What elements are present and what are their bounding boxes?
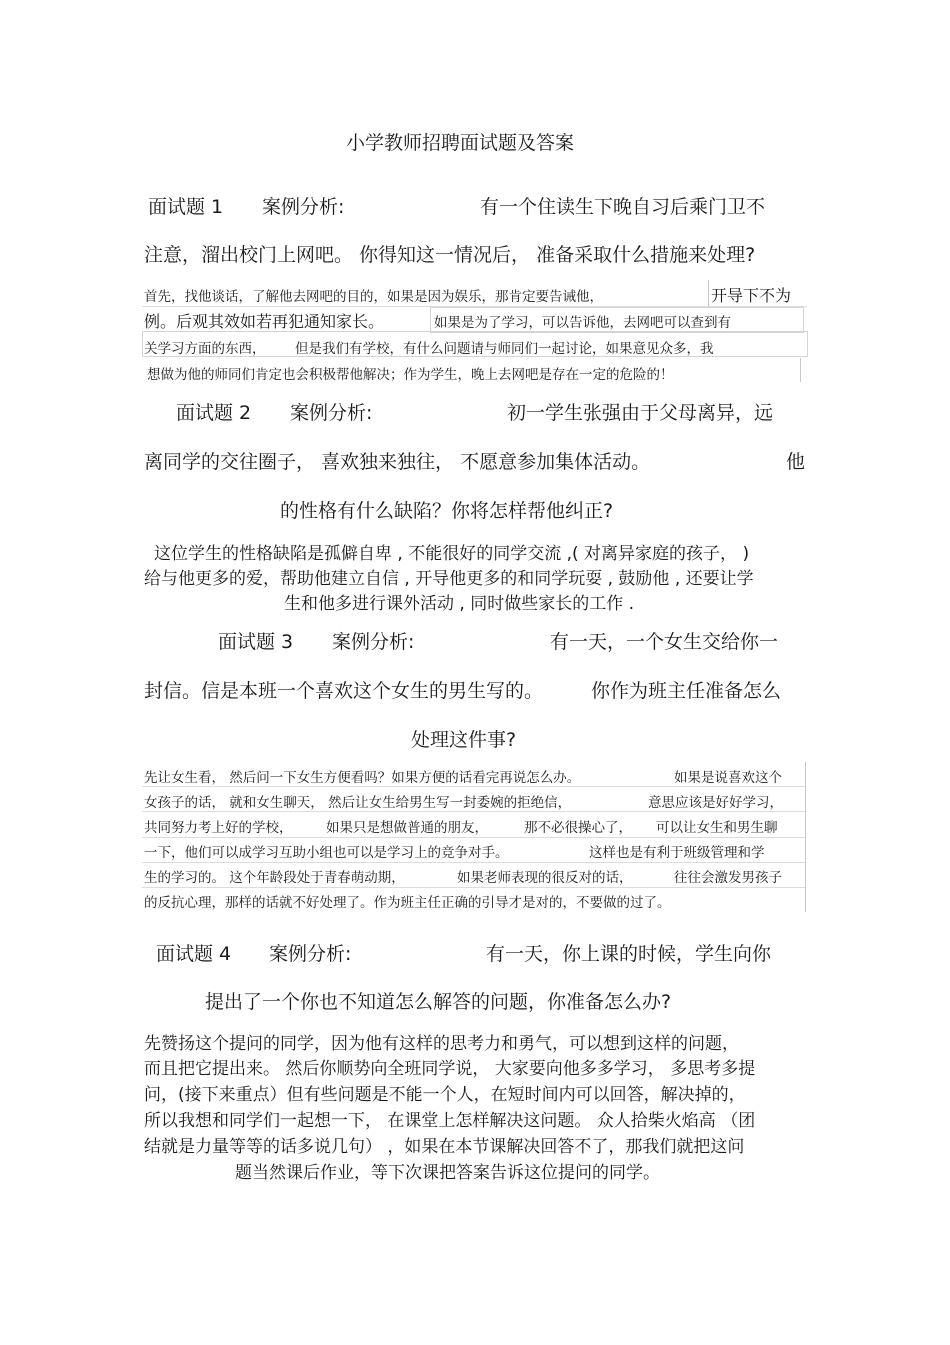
a3-line: 的反抗心理，那样的话就不好处理了。作为班主任正确的引导才是对的，不要做的过了。 — [144, 895, 671, 911]
a3-line: 如果老师表现的很反对的话， — [457, 870, 633, 886]
q3-line-2: 封信。信是本班一个喜欢这个女生的男生写的。 — [144, 680, 544, 702]
a3-line: 如果只是想做普通的朋友， — [326, 820, 488, 836]
a3-line: 往往会激发男孩子 — [674, 870, 782, 886]
divider — [805, 762, 806, 912]
q2-line-4: 的性格有什么缺陷？你将怎样帮他纠正? — [280, 500, 614, 522]
a3-line: 生的学习的。 这个年龄段处于青春萌动期， — [144, 870, 405, 886]
a3-line: 那不必很操心了， — [524, 820, 632, 836]
q4-line-1: 有一天，你上课的时候，学生向你 — [486, 943, 772, 965]
a3-line: 可以让女生和男生聊 — [656, 820, 778, 836]
a4-line: 所以我想和同学们一起想一下， 在课堂上怎样解决这问题。 众人拾柴火焰高 （团 — [144, 1111, 756, 1131]
q4-label: 面试题 4 — [156, 943, 232, 965]
a4-line: 问，(接下来重点）但有些问题是不能一个人，在短时间内可以回答，解决掉的， — [144, 1085, 746, 1105]
q1-line-1: 有一个住读生下晚自习后乘门卫不 — [480, 196, 766, 218]
a1-line: 如果是为了学习，可以告诉他，去网吧可以查到有 — [434, 315, 731, 331]
a1-line: 想做为他的师同们肯定也会积极帮他解决；作为学生，晚上去网吧是存在一定的危险的！ — [147, 367, 674, 383]
a4-line: 而且把它提出来。 然后你顺势向全班同学说， 大家要向他多多学习， 多思考多提 — [144, 1059, 756, 1079]
q2-line-1: 初一学生张强由于父母离异，远 — [507, 402, 774, 424]
q2-kind: 案例分析: — [290, 402, 373, 424]
q3-line-3: 你作为班主任准备怎么 — [591, 680, 782, 702]
q3-label: 面试题 3 — [218, 631, 294, 653]
a3-line: 先让女生看， 然后问一下女生方便看吗？如果方便的话看完再说怎么办。 — [144, 770, 581, 786]
divider — [142, 786, 806, 787]
q1-label: 面试题 1 — [148, 196, 224, 218]
a1-line: 但是我们有学校，有什么问题请与师同们一起讨论，如果意见众多，我 — [295, 341, 714, 357]
q4-line-2: 提出了一个你也不知道怎么解答的问题，你准备怎么办? — [205, 991, 672, 1013]
q2-line-2: 离同学的交往圈子， 喜欢独来独往， 不愿意参加集体活动。 — [144, 451, 651, 473]
a3-line: 女孩子的话， 就和女生聊天， 然后让女生给男生写一封委婉的拒绝信， — [144, 795, 572, 811]
divider — [142, 811, 806, 812]
divider — [800, 358, 801, 382]
a3-line: 一下，他们可以成学习互助小组也可以是学习上的竞争对手。 — [144, 845, 509, 861]
divider — [142, 862, 806, 863]
a2-line: 这位学生的性格缺陷是孤僻自卑 , 不能很好的同学交流 ,( 对离异家庭的孩子， ) — [154, 544, 750, 564]
a4-line: 结就是力量等等的话多说几句） ，如果在本节课解决回答不了，那我们就把这问 — [144, 1137, 745, 1157]
divider — [708, 280, 709, 306]
q3-line-4: 处理这件事? — [411, 729, 517, 751]
q3-kind: 案例分析: — [332, 631, 415, 653]
a4-line: 题当然课后作业，等下次课把答案告诉这位提问的同学。 — [235, 1163, 660, 1183]
divider — [142, 837, 806, 838]
q2-line-3: 他 — [786, 451, 806, 473]
a1-line: 首先，找他谈话，了解他去网吧的目的，如果是因为娱乐，那肯定要告诫他， — [144, 289, 603, 305]
q3-line-1: 有一天，一个女生交给你一 — [550, 631, 779, 653]
divider — [142, 887, 806, 888]
a2-line: 生和他多进行课外活动 , 同时做些家长的工作 . — [284, 594, 635, 614]
a1-line: 开导下不为 — [711, 286, 792, 305]
q1-kind: 案例分析: — [262, 196, 345, 218]
a3-line: 意思应该是好好学习， — [648, 795, 783, 811]
a2-line: 给与他更多的爱，帮助他建立自信 , 开导他更多的和同学玩耍 , 鼓励他 , 还要让学 — [144, 569, 754, 589]
a3-line: 共同努力考上好的学校， — [144, 820, 293, 836]
a4-line: 先赞扬这个提问的同学，因为他有这样的思考力和勇气，可以想到这样的问题， — [144, 1034, 739, 1054]
a3-line: 这样也是有利于班级管理和学 — [589, 845, 765, 861]
q2-label: 面试题 2 — [176, 402, 252, 424]
page-title: 小学教师招聘面试题及答案 — [346, 132, 575, 154]
q1-line-2: 注意，溜出校门上网吧。 你得知这一情况后， 准备采取什么措施来处理? — [144, 244, 756, 266]
q4-kind: 案例分析: — [269, 943, 352, 965]
a3-line: 如果是说喜欢这个 — [674, 770, 782, 786]
a1-line: 例。后观其效如若再犯通知家长。 — [144, 312, 385, 331]
a1-line: 关学习方面的东西， — [144, 341, 266, 357]
